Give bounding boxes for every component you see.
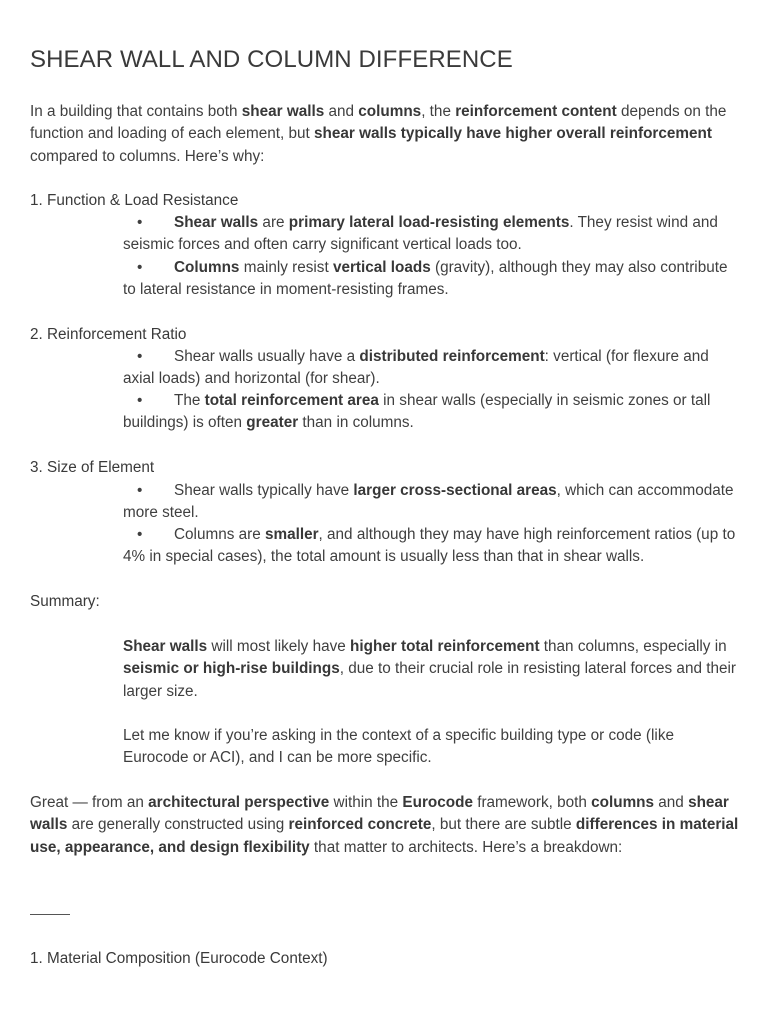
bullet-marker: •	[137, 214, 143, 231]
s3b1-text-1: Shear walls typically have	[174, 482, 354, 499]
page-title: SHEAR WALL AND COLUMN DIFFERENCE	[30, 46, 513, 73]
s2b2-text-1: The	[174, 392, 205, 409]
sum-bold-1: Shear walls	[123, 638, 208, 655]
s2b2-text-2: in shear walls (especially in seismic zones or tall buildings) is often	[123, 392, 711, 432]
fu-bold-4: shear walls	[30, 794, 729, 834]
intro-bold-shear-walls-higher: shear walls typically have higher overall reinforcement	[314, 125, 712, 143]
s2b2-text-3: than in columns.	[298, 414, 414, 432]
fu-text-2: within the	[329, 794, 403, 811]
s3b2-bold-1: smaller	[264, 526, 319, 543]
s1b2-bold-2: vertical loads	[332, 259, 431, 276]
fu-text-1: Great — from an	[30, 794, 149, 811]
fu-text-7: that matter to architects. Here’s a breakdown:	[309, 838, 623, 856]
section3-bullet-1	[123, 480, 739, 525]
sum-text-1: will most likely have	[207, 638, 350, 655]
bullet-marker: •	[137, 482, 143, 499]
fu-bold-6: differences in material use, appearance, and design flexibility	[30, 816, 739, 856]
s1b1-text-2: . They resist wind and seismic forces and often carry significant vertical loads too.	[123, 214, 718, 254]
horizontal-divider	[30, 914, 70, 915]
intro-text-3: , the	[421, 103, 456, 120]
fu-bold-5: reinforced concrete	[288, 816, 432, 834]
s1b1-bold-2: primary lateral load-resisting elements	[288, 214, 570, 231]
s3b1-text-2: , which can accommodate more steel.	[123, 482, 734, 522]
bullet-marker: •	[137, 259, 143, 276]
fu-bold-3: columns	[591, 794, 655, 811]
s3b1-bold-1: larger cross-sectional areas	[353, 482, 557, 499]
sum-text-3: , due to their crucial role in resisting lateral forces and their larger size.	[123, 660, 736, 700]
summary-paragraph	[123, 636, 739, 703]
s1b2-text-2: (gravity), although they may also contribute to lateral resistance in moment-resisting frames.	[123, 259, 728, 299]
sum-bold-2: higher total reinforcement	[350, 638, 540, 655]
bullet-marker: •	[137, 392, 143, 409]
section3-heading: 3. Size of Element	[30, 459, 155, 476]
section1-bullet-1	[123, 212, 739, 257]
s1b2-text-1: mainly resist	[239, 259, 333, 276]
section2-bullet-1	[123, 346, 739, 391]
section1-bullet-2	[123, 257, 739, 302]
fu-bold-1: architectural perspective	[148, 794, 330, 811]
section3-bullet-2	[123, 524, 739, 569]
intro-text-5: compared to columns. Here’s why:	[30, 147, 265, 165]
s2b1-text-1: Shear walls usually have a	[174, 348, 360, 365]
s1b1-text-1: are	[258, 214, 289, 231]
bullet-marker: •	[137, 348, 143, 365]
fu-text-6: , but there are subtle	[431, 816, 576, 834]
bullet-marker: •	[137, 526, 143, 543]
sum-text-2: than columns, especially in	[539, 638, 727, 655]
s2b2-bold-1: total reinforcement area	[204, 392, 379, 409]
section2-bullet-2	[123, 390, 739, 435]
s2b1-text-2: : vertical (for flexure and axial loads) and horizontal (for shear).	[123, 348, 709, 388]
followup-offer-paragraph: Let me know if you’re asking in the context of a specific building type or code (like Eurocode or ACI), and I can be more specific.	[123, 727, 674, 767]
architectural-intro-paragraph	[30, 792, 742, 859]
s2b1-bold-1: distributed reinforcement	[359, 348, 545, 365]
intro-text-4: depends on the function and loading of each element, but	[30, 103, 727, 143]
s1b2-bold-1: Columns	[174, 259, 240, 276]
fu-bold-2: Eurocode	[402, 794, 473, 811]
s1b1-bold-1: Shear walls	[174, 214, 259, 231]
intro-text-2: and	[324, 103, 359, 120]
material-composition-heading: 1. Material Composition (Eurocode Context)	[30, 950, 328, 967]
fu-text-4: and	[654, 794, 689, 811]
intro-paragraph	[30, 101, 742, 168]
fu-text-3: framework, both	[472, 794, 592, 811]
section1-heading: 1. Function & Load Resistance	[30, 192, 239, 209]
s3b2-text-2: , and although they may have high reinforcement ratios (up to 4% in special cases), the total amount is usually less than that in shear walls.	[123, 526, 736, 566]
intro-text-1: In a building that contains both	[30, 103, 242, 120]
s2b2-bold-2: greater	[246, 414, 299, 432]
s3b2-text-1: Columns are	[174, 526, 265, 543]
intro-bold-reinforcement-content: reinforcement content	[455, 103, 617, 120]
fu-text-5: are generally constructed using	[67, 816, 289, 834]
intro-bold-shear-walls: shear walls	[241, 103, 325, 120]
section2-heading: 2. Reinforcement Ratio	[30, 326, 187, 343]
intro-bold-columns: columns	[358, 103, 422, 120]
sum-bold-3: seismic or high-rise buildings	[123, 660, 340, 678]
summary-heading: Summary:	[30, 593, 100, 610]
